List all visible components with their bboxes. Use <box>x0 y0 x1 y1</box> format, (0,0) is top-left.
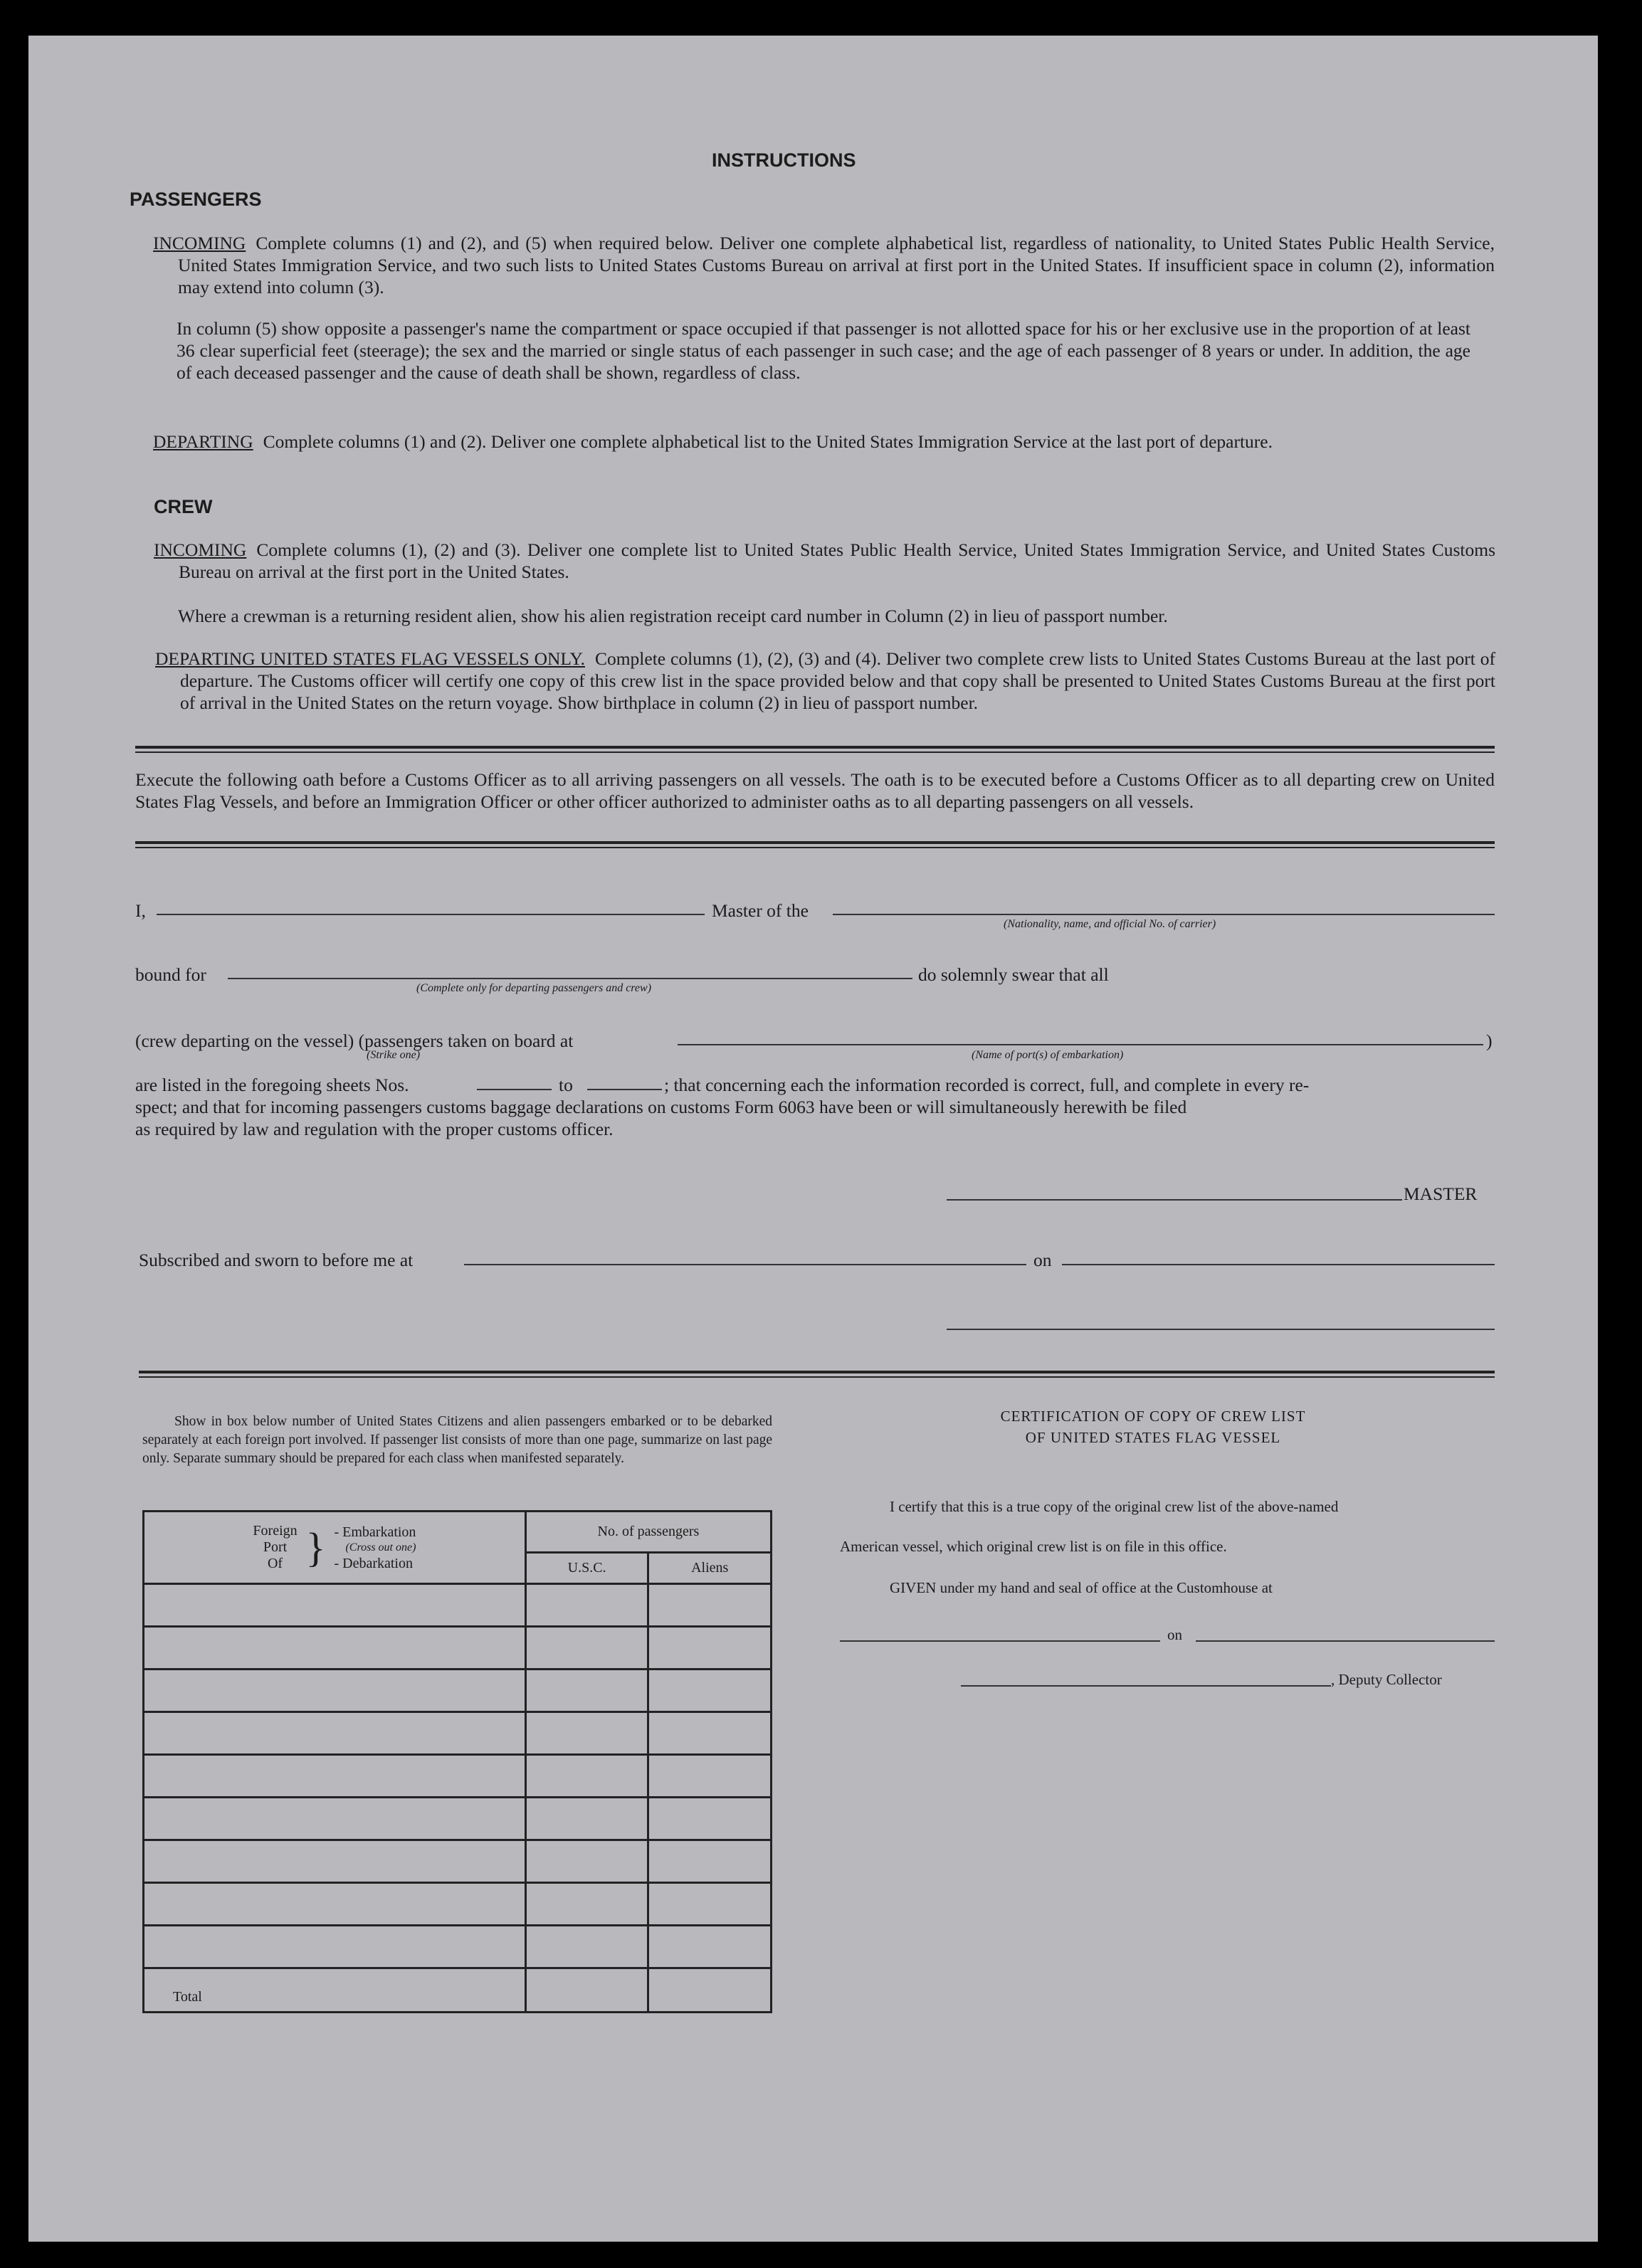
certification-line-2: American vessel, which original crew list is on file in this office. <box>840 1538 1227 1555</box>
crew-departing-text: Complete columns (1), (2), (3) and (4). Deliver two complete crew lists to United States Customs Bureau at the last port of departure. The Customs officer will certify one copy of this crew list in the space provided below and that copy shall be presented to United States Customs Bureau at the first port of arrival in the United States on the return voyage. Show birthplace in column (2) in lieu of passport number. <box>180 648 1495 713</box>
embarkation-port-field[interactable] <box>678 1044 1483 1045</box>
usc-cell[interactable] <box>525 1584 648 1627</box>
passengers-title: PASSENGERS <box>130 189 262 210</box>
subscribed-on-label: on <box>1033 1250 1052 1270</box>
table-row <box>144 1755 772 1798</box>
aliens-header: Aliens <box>648 1553 772 1584</box>
port-cell[interactable] <box>144 1926 526 1968</box>
bound-for-field[interactable] <box>228 978 912 979</box>
summary-note: Show in box below number of United States Citizens and alien passengers embarked or to be debarked separately at each foreign port involved. If passenger list consists of more than one page, summarize on last page only. Separate summary should be prepared for each class when manifested separately. <box>142 1414 772 1466</box>
port-cell[interactable] <box>144 1883 526 1926</box>
passengers-incoming-label: INCOMING <box>153 233 246 253</box>
usc-cell[interactable] <box>525 1926 648 1968</box>
customhouse-field[interactable] <box>840 1640 1160 1642</box>
oath-i-label: I, <box>135 900 146 921</box>
bound-for-hint: (Complete only for departing passengers and crew) <box>416 982 652 994</box>
given-line: GIVEN under my hand and seal of office at the Customhouse at <box>890 1579 1273 1596</box>
form-page <box>28 36 1598 2242</box>
usc-cell[interactable] <box>525 1883 648 1926</box>
aliens-total-cell[interactable] <box>648 1968 772 2013</box>
brace: } <box>305 1524 326 1571</box>
listed-line-1: ; that concerning each the information recorded is correct, full, and complete in every re- <box>664 1075 1310 1095</box>
certification-title-1: CERTIFICATION OF COPY OF CREW LIST <box>1000 1408 1306 1425</box>
table-row <box>144 1584 772 1627</box>
subscribed-place-field[interactable] <box>464 1264 1026 1265</box>
carrier-field[interactable] <box>833 914 1495 915</box>
listed-to-label: to <box>559 1075 573 1095</box>
usc-cell[interactable] <box>525 1755 648 1798</box>
crew-incoming-paragraph <box>154 539 1495 583</box>
master-name-field[interactable] <box>157 914 705 915</box>
total-label: Total <box>144 1968 526 2013</box>
no-passengers-header: No. of passengers <box>525 1512 771 1553</box>
divider <box>135 746 1495 749</box>
embarkation-label: - Embarkation <box>334 1524 416 1540</box>
of-label: Of <box>267 1556 283 1571</box>
passengers-departing-text: Complete columns (1) and (2). Deliver one complete alphabetical list to the United States Immigration Service at the last port of departure. <box>263 431 1273 452</box>
crew-incoming-text: Complete columns (1), (2) and (3). Deliver one complete list to United States Public Health Service, United States Immigration Service, and United States Customs Bureau on arrival at the first port in the United States. <box>179 539 1495 582</box>
usc-cell[interactable] <box>525 1840 648 1883</box>
crew-departing-label: DEPARTING UNITED STATES FLAG VESSELS ONLY. <box>155 648 585 669</box>
embarkation-hint: (Name of port(s) of embarkation) <box>972 1049 1124 1061</box>
master-of-the-label: Master of the <box>712 900 809 921</box>
crew-title: CREW <box>154 496 213 517</box>
foreign-label: Foreign <box>253 1523 298 1539</box>
port-cell[interactable] <box>144 1627 526 1670</box>
subscribed-label: Subscribed and sworn to before me at <box>139 1250 414 1270</box>
certification-line-1: I certify that this is a true copy of the original crew list of the above-named <box>890 1498 1339 1515</box>
cross-out-hint: (Cross out one) <box>345 1541 416 1554</box>
deputy-signature-field[interactable] <box>961 1685 1331 1687</box>
close-paren: ) <box>1486 1030 1493 1051</box>
port-cell[interactable] <box>144 1840 526 1883</box>
table-row <box>144 1627 772 1670</box>
sheet-from-field[interactable] <box>477 1089 552 1090</box>
passengers-incoming-text: Complete columns (1) and (2), and (5) when required below. Deliver one complete alphabetical list, regardless of nationality, to United States Public Health Service, United States Immigration Service, and two such lists to United States Customs Bureau on arrival at first port in the United States. If insufficient space in column (2), information may extend into column (3). <box>178 233 1495 297</box>
swear-label: do solemnly swear that all <box>918 964 1109 985</box>
table-row <box>144 1712 772 1755</box>
deputy-collector-label: , Deputy Collector <box>1331 1671 1442 1688</box>
aliens-cell[interactable] <box>648 1798 772 1840</box>
master-signature-field[interactable] <box>947 1199 1402 1201</box>
certification-date-field[interactable] <box>1196 1640 1495 1642</box>
carrier-hint: (Nationality, name, and official No. of carrier) <box>1004 918 1216 930</box>
subscribed-date-field[interactable] <box>1062 1264 1495 1265</box>
divider <box>135 847 1495 848</box>
crew-departing-paragraph <box>155 648 1495 714</box>
table-row <box>144 1883 772 1926</box>
bound-for-label: bound for <box>135 964 206 985</box>
foreign-port-header <box>144 1512 526 1584</box>
divider <box>135 751 1495 753</box>
port-cell[interactable] <box>144 1584 526 1627</box>
usc-cell[interactable] <box>525 1670 648 1712</box>
port-cell[interactable] <box>144 1712 526 1755</box>
certification-title-2: OF UNITED STATES FLAG VESSEL <box>1025 1429 1281 1446</box>
strike-one-hint: (Strike one) <box>367 1049 421 1061</box>
oath-intro: Execute the following oath before a Customs Officer as to all arriving passengers on all vessels. The oath is to be executed before a Customs Officer as to all departing crew on United States Flag Vessels, and before an Immigration Officer or other officer authorized to administer oaths as to all departing passengers on all vessels. <box>135 769 1495 812</box>
table-row <box>144 1926 772 1968</box>
passengers-departing-label: DEPARTING <box>153 431 253 452</box>
divider <box>135 841 1495 844</box>
total-row <box>144 1968 772 2013</box>
table-row <box>144 1798 772 1840</box>
passengers-column5-paragraph: In column (5) show opposite a passenger's name the compartment or space occupied if that passenger is not allotted space for his or her exclusive use in the proportion of at least 36 clear superficial feet (steerage); the sex and the married or single status of each passenger in such case; and the age of each passenger of 8 years or under. In addition, the age of each deceased passenger and the cause of death shall be shown, regardless of class. <box>177 318 1470 383</box>
usc-cell[interactable] <box>525 1798 648 1840</box>
divider <box>139 1376 1495 1378</box>
usc-header: U.S.C. <box>525 1553 648 1584</box>
crew-alien-paragraph: Where a crewman is a returning resident alien, show his alien registration receipt card number in Column (2) in lieu of passport number. <box>178 606 1168 626</box>
aliens-cell[interactable] <box>648 1926 772 1968</box>
listed-sheets-label: are listed in the foregoing sheets Nos. <box>135 1075 409 1095</box>
officer-signature-field[interactable] <box>947 1329 1495 1330</box>
port-cell[interactable] <box>144 1670 526 1712</box>
table-row <box>144 1840 772 1883</box>
port-label: Port <box>263 1539 288 1555</box>
usc-total-cell[interactable] <box>525 1968 648 2013</box>
aliens-cell[interactable] <box>648 1584 772 1627</box>
aliens-cell[interactable] <box>648 1670 772 1712</box>
crew-passengers-label: (crew departing on the vessel) (passengers taken on board at <box>135 1030 574 1051</box>
divider <box>139 1371 1495 1373</box>
passenger-summary-table <box>142 1510 772 2013</box>
master-label: MASTER <box>1404 1183 1478 1204</box>
table-row <box>144 1670 772 1712</box>
usc-cell[interactable] <box>525 1712 648 1755</box>
port-cell[interactable] <box>144 1798 526 1840</box>
debarkation-label: - Debarkation <box>334 1555 413 1571</box>
aliens-cell[interactable] <box>648 1712 772 1755</box>
aliens-cell[interactable] <box>648 1755 772 1798</box>
sheet-to-field[interactable] <box>587 1089 662 1090</box>
listed-line-2: spect; and that for incoming passengers customs baggage declarations on customs Form 6063 have been or will simultaneously herewith be filed <box>135 1097 1187 1117</box>
instructions-heading: INSTRUCTIONS <box>712 149 856 171</box>
crew-incoming-label: INCOMING <box>154 539 247 560</box>
passengers-departing-paragraph <box>153 431 1495 453</box>
listed-line-3: as required by law and regulation with the proper customs officer. <box>135 1119 614 1139</box>
aliens-cell[interactable] <box>648 1627 772 1670</box>
passengers-incoming-paragraph <box>153 232 1495 298</box>
aliens-cell[interactable] <box>648 1840 772 1883</box>
certification-on-label: on <box>1167 1626 1182 1643</box>
usc-cell[interactable] <box>525 1627 648 1670</box>
aliens-cell[interactable] <box>648 1883 772 1926</box>
port-cell[interactable] <box>144 1755 526 1798</box>
